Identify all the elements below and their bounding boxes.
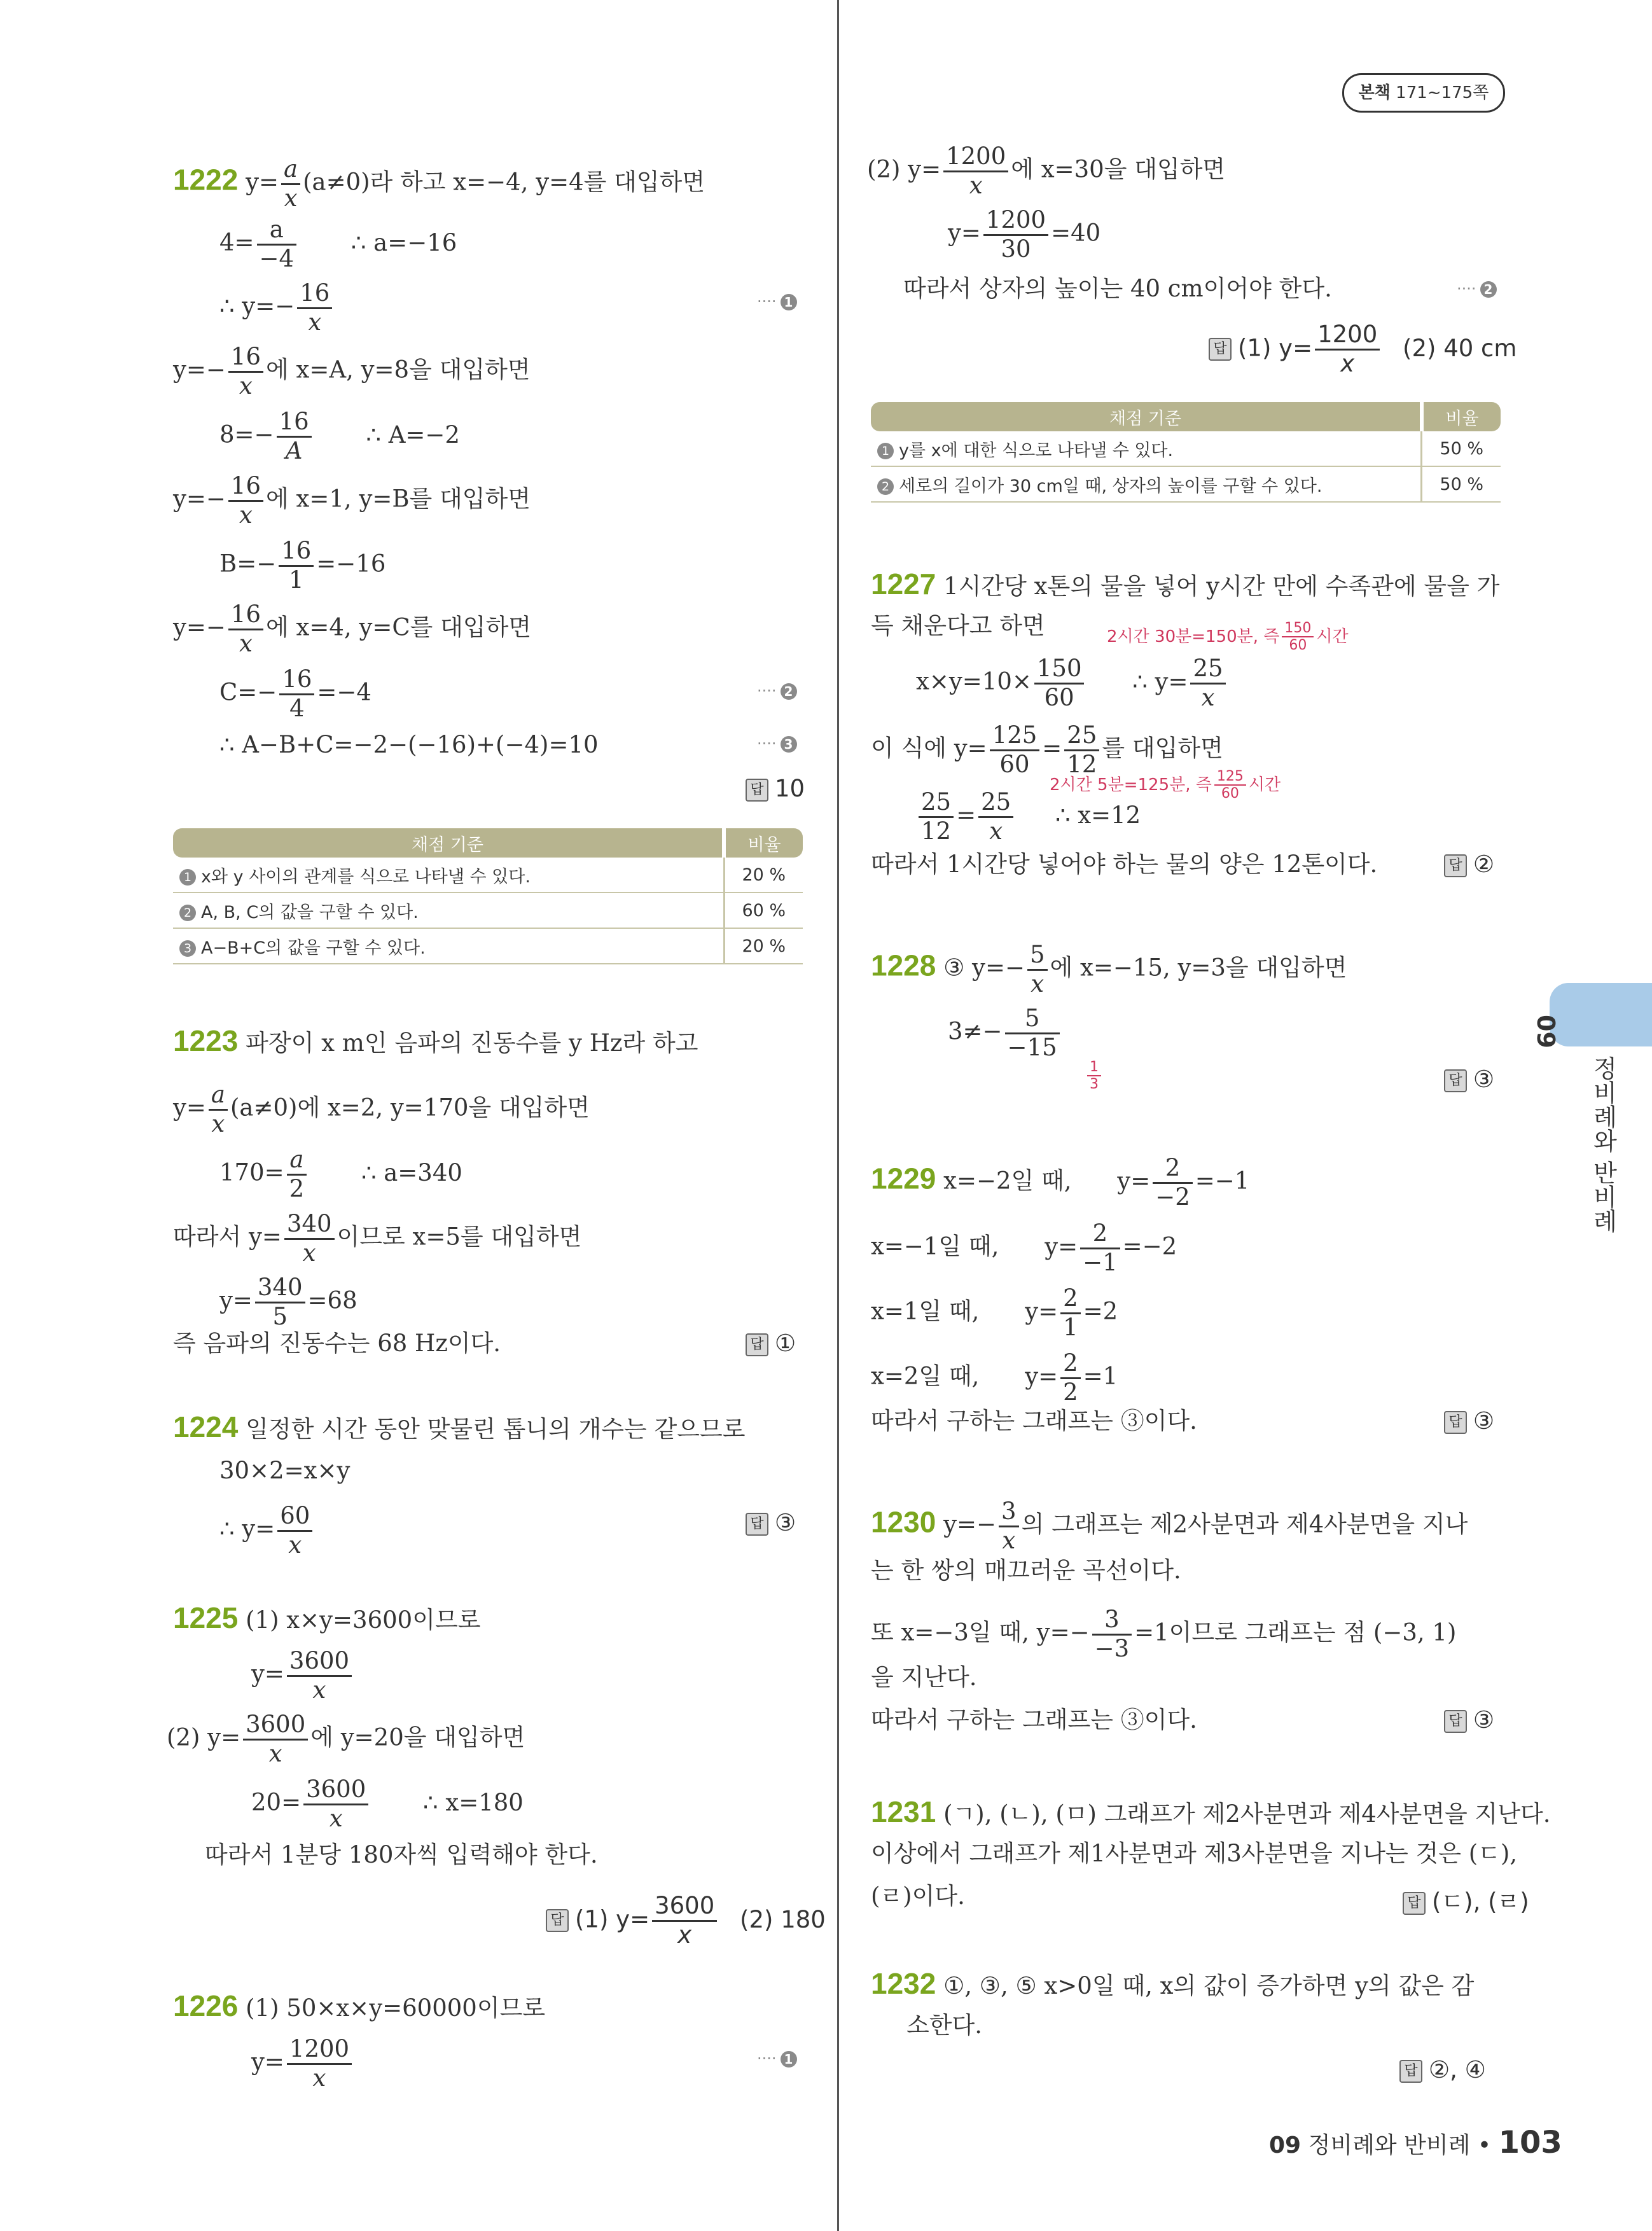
scoring-table-1226: 채점 기준 비율 1 y를 x에 대한 식으로 나타낼 수 있다. 50 % 2 세로의 길이가 30 cm일 때, 상자의 높이를 구할 수 있다. 50 % <box>871 402 1501 503</box>
problem-1230-line5: 따라서 구하는 그래프는 ③이다. <box>871 1706 1197 1734</box>
answer-1227: 답 ② <box>1444 851 1494 878</box>
problem-1228-line2: 3≠− $\frac{5}{-15}$ <box>948 1005 1062 1061</box>
problem-1230-line4: 을 지난다. <box>871 1664 977 1691</box>
problem-1226-right-line3: 따라서 상자의 높이는 40 cm이어야 한다. <box>903 275 1332 302</box>
problem-1230-line1: 1230 y=− $\frac{3}{x}$ 의 그래프는 제2사분면과 제4사분면을 지나 <box>871 1498 1468 1554</box>
problem-1231-line1: 1231 (ㄱ), (ㄴ), (ㅁ) 그래프가 제2사분면과 제4사분면을 지난다. <box>871 1795 1551 1828</box>
table-row: 1 y를 x에 대한 식으로 나타낼 수 있다. 50 % <box>871 431 1501 466</box>
answer-1222: 답 10 <box>746 775 805 802</box>
answer-icon: 답 <box>1403 1892 1426 1915</box>
problem-1227-line1: 1227 1시간당 x톤의 물을 넣어 y시간 만에 수족관에 물을 가 <box>871 567 1500 601</box>
answer-1224: 답 ③ <box>746 1509 796 1536</box>
problem-1222-line4: y=− $\frac{16}{x}$ 에 x=A, y=8을 대입하면 <box>173 343 531 400</box>
problem-1222-line3: ∴ y=− $\frac{16}{x}$ <box>219 280 335 336</box>
scoring-marker: ···· 3 <box>757 735 797 753</box>
column-divider <box>837 0 839 2231</box>
problem-1224-line3: ∴ y= $\frac{60}{x}$ <box>219 1503 315 1559</box>
note-1227-time2: 2시간 5분=125분, 즉 $\frac{125}{60}$ 시간 <box>1050 768 1281 802</box>
problem-1225-line3: (2) y= $\frac{3600}{x}$ 에 y=20을 대입하면 <box>167 1711 525 1767</box>
problem-1222-line7: B=− $\frac{16}{1}$ =−16 <box>219 537 386 594</box>
problem-1222-line6: y=− $\frac{16}{x}$ 에 x=1, y=B를 대입하면 <box>173 472 531 529</box>
answer-icon: 답 <box>746 1513 768 1536</box>
problem-1225-line5: 따라서 1분당 180자씩 입력해야 한다. <box>205 1841 598 1868</box>
problem-1227-line2: 득 채운다고 하면 <box>871 612 1045 639</box>
table-row: 2 A, B, C의 값을 구할 수 있다. 60 % <box>173 893 803 928</box>
page-range-badge: 본책 171~175쪽 <box>1342 73 1505 113</box>
answer-icon: 답 <box>546 1909 569 1932</box>
problem-1223-line2: y= $\frac{a}{x}$ (a≠0)에 x=2, y=170을 대입하면 <box>173 1081 590 1137</box>
problem-1223-line1: 1223 파장이 x m인 음파의 진동수를 y Hz라 하고 <box>173 1024 698 1057</box>
table-row: 3 A−B+C의 값을 구할 수 있다. 20 % <box>173 928 803 964</box>
page-footer: 09 정비례와 반비례 • 103 <box>1269 2125 1562 2160</box>
problem-1226-right-line1: (2) y= $\frac{1200}{x}$ 에 x=30을 대입하면 <box>867 142 1226 199</box>
problem-1222-line8: y=− $\frac{16}{x}$ 에 x=4, y=C를 대입하면 <box>173 601 532 657</box>
answer-1226: 답 (1) y= $\frac{1200}{x}$ (2) 40 cm <box>1209 321 1517 377</box>
problem-1231-line3: (ㄹ)이다. <box>871 1882 965 1910</box>
table-row: 2 세로의 길이가 30 cm일 때, 상자의 높이를 구할 수 있다. 50 % <box>871 466 1501 502</box>
scoring-marker: ···· 1 <box>757 2050 797 2068</box>
problem-1226-right-line2: y= $\frac{1200}{30}$ =40 <box>948 206 1101 263</box>
scoring-marker: ···· 2 <box>757 682 797 700</box>
problem-1223-line3: 170= $\frac{a}{2}$ ∴ a=340 <box>219 1146 462 1202</box>
problem-1225-line1: 1225 (1) x×y=3600이므로 <box>173 1601 481 1634</box>
problem-1228-line1: 1228 ③ y=− $\frac{5}{x}$ 에 x=−15, y=3을 대입하면 <box>871 941 1347 997</box>
problem-1232-line2: 소한다. <box>906 2012 982 2039</box>
table-row: 1 x와 y 사이의 관계를 식으로 나타낼 수 있다. 20 % <box>173 858 803 893</box>
answer-icon: 답 <box>746 1333 768 1356</box>
answer-icon: 답 <box>1444 1069 1467 1092</box>
answer-1225: 답 (1) y= $\frac{3600}{x}$ (2) 180 <box>546 1893 826 1949</box>
problem-1222-line10: ∴ A−B+C=−2−(−16)+(−4)=10 <box>219 731 599 758</box>
problem-1230-line3: 또 x=−3일 때, y=− $\frac{3}{-3}$ =1이므로 그래프는 점 (−3, 1) <box>871 1606 1457 1662</box>
problem-1227-line5: $\frac{25}{12}$ = $\frac{25}{x}$ ∴ x=12 <box>916 789 1141 845</box>
answer-1231: 답 (ㄷ), (ㄹ) <box>1403 1882 1529 1917</box>
problem-1227-line3: x×y=10× $\frac{150}{60}$ ∴ y= $\frac{25}{x}$ <box>916 655 1228 711</box>
chapter-tab <box>1550 983 1652 1046</box>
problem-1223-line5: y= $\frac{340}{5}$ =68 <box>219 1274 357 1330</box>
problem-1223-line6: 즉 음파의 진동수는 68 Hz이다. <box>173 1330 501 1357</box>
answer-1223: 답 ① <box>746 1330 796 1357</box>
problem-1230-line2: 는 한 쌍의 매끄러운 곡선이다. <box>871 1557 1181 1584</box>
problem-1222-line2: 4= $\frac{a}{-4}$ ∴ a=−16 <box>219 216 457 272</box>
chapter-tab-title: 정비례와 반비례 <box>1589 1056 1617 1234</box>
answer-1228: 답 ③ <box>1444 1066 1494 1093</box>
answer-1229: 답 ③ <box>1444 1407 1494 1435</box>
problem-1229-row: x=1일 때, y= $\frac{2}{1}$ =2 <box>871 1284 1118 1341</box>
problem-1226-line2: y= $\frac{1200}{x}$ <box>251 2036 354 2092</box>
problem-1222-line1: 1222 y= $\frac{a}{x}$ (a≠0)라 하고 x=−4, y=4를 대입하면 <box>173 155 705 212</box>
answer-1230: 답 ③ <box>1444 1706 1494 1734</box>
problem-1223-line4: 따라서 y= $\frac{340}{x}$ 이므로 x=5를 대입하면 <box>173 1210 582 1267</box>
note-1228-fraction: $\frac{1}{3}$ <box>1085 1059 1104 1093</box>
problem-1224-line1: 1224 일정한 시간 동안 맞물린 톱니의 개수는 같으므로 <box>173 1410 746 1443</box>
problem-1229-row: x=−1일 때, y= $\frac{2}{-1}$ =−2 <box>871 1220 1177 1276</box>
scoring-marker: ···· 1 <box>757 293 797 310</box>
answer-icon: 답 <box>1444 1411 1467 1434</box>
problem-1225-line2: y= $\frac{3600}{x}$ <box>251 1648 354 1704</box>
answer-icon: 답 <box>1444 1710 1467 1733</box>
problem-1232-line1: 1232 ①, ③, ⑤ x>0일 때, x의 값이 증가하면 y의 값은 감 <box>871 1967 1475 2000</box>
chapter-tab-number: 09 <box>1532 1015 1560 1048</box>
problem-1227-line6: 따라서 1시간당 넣어야 하는 물의 양은 12톤이다. <box>871 851 1378 878</box>
problem-1229-row: 1229 x=−2일 때, y= $\frac{2}{-2}$ =−1 <box>871 1154 1250 1211</box>
answer-icon: 답 <box>1444 854 1467 877</box>
problem-1222-line5: 8=− $\frac{16}{A}$ ∴ A=−2 <box>219 408 460 464</box>
problem-1227-line4: 이 식에 y= $\frac{125}{60}$ = $\frac{25}{12}$ 를 대입하면 <box>871 721 1223 778</box>
problem-1231-line2: 이상에서 그래프가 제1사분면과 제3사분면을 지나는 것은 (ㄷ), <box>871 1840 1518 1867</box>
problem-1224-line2: 30×2=x×y <box>219 1457 351 1484</box>
problem-1222-line9: C=− $\frac{16}{4}$ =−4 <box>219 665 371 722</box>
answer-icon: 답 <box>1399 2060 1422 2083</box>
scoring-marker: ···· 2 <box>1457 280 1497 298</box>
problem-1225-line4: 20= $\frac{3600}{x}$ ∴ x=180 <box>251 1776 524 1832</box>
answer-1232: 답 ②, ④ <box>1399 2056 1486 2083</box>
page-number: 103 <box>1498 2125 1562 2160</box>
note-1227-time1: 2시간 30분=150분, 즉 $\frac{150}{60}$ 시간 <box>1107 620 1349 654</box>
answer-icon: 답 <box>746 779 768 802</box>
scoring-table-1222: 채점 기준 비율 1 x와 y 사이의 관계를 식으로 나타낼 수 있다. 20 % 2 A, B, C의 값을 구할 수 있다. 60 % 3 A−B+C의 값을 구할 수 있다. 20 % <box>173 828 803 964</box>
answer-icon: 답 <box>1209 338 1232 361</box>
problem-1229-row: x=2일 때, y= $\frac{2}{2}$ =1 <box>871 1349 1118 1406</box>
problem-1229-line5: 따라서 구하는 그래프는 ③이다. <box>871 1407 1197 1435</box>
problem-1226-line1: 1226 (1) 50×x×y=60000이므로 <box>173 1989 546 2022</box>
